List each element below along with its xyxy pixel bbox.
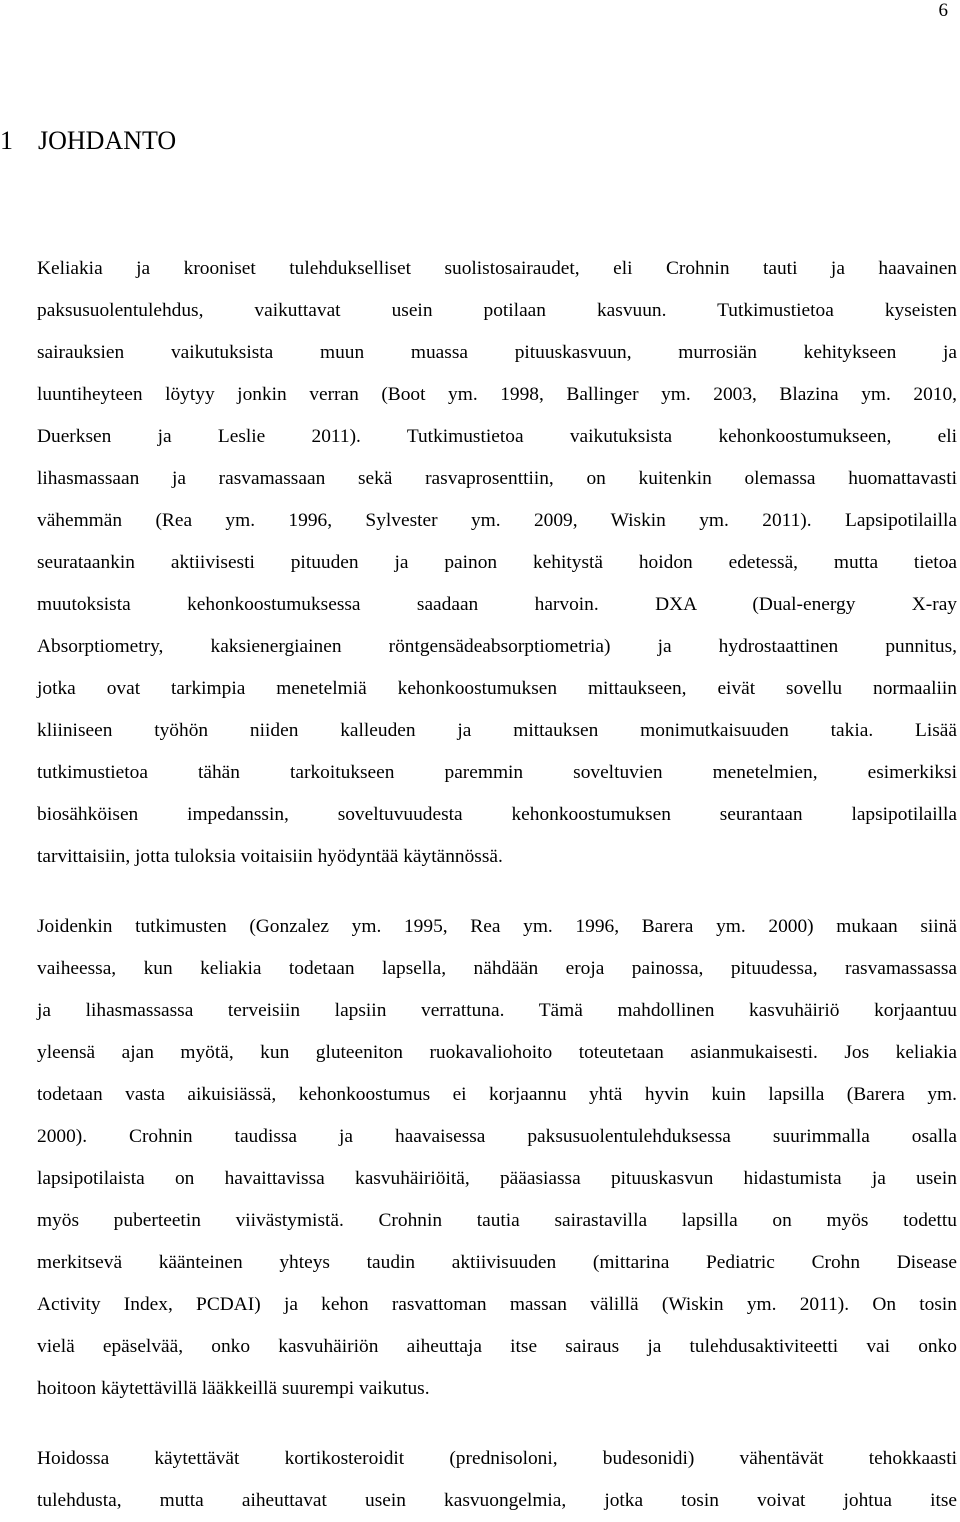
- text-line: seurataankin aktiivisesti pituuden ja painon kehitystä hoidon edetessä, mutta tietoa: [37, 552, 957, 573]
- text-line: sairauksien vaikutuksista muun muassa pituuskasvuun, murrosiän kehitykseen ja: [37, 342, 957, 363]
- text-line: hoitoon käytettävillä lääkkeillä suurempi vaikutus.: [37, 1378, 430, 1399]
- paragraph-2: [37, 906, 957, 1410]
- paragraph-3: [37, 1438, 957, 1522]
- text-line: lapsipotilaista on havaittavissa kasvuhäiriöitä, pääasiassa pituuskasvun hidastumista ja usein: [37, 1168, 957, 1189]
- text-line: Duerksen ja Leslie 2011). Tutkimustietoa vaikutuksista kehonkoostumukseen, eli: [37, 426, 957, 447]
- text-line: todetaan vasta aikuisiässä, kehonkoostumus ei korjaannu yhtä hyvin kuin lapsilla (Barera ym.: [37, 1084, 957, 1105]
- chapter-heading: [0, 124, 176, 158]
- text-line: Hoidossa käytettävät kortikosteroidit (prednisoloni, budesonidi) vähentävät tehokkaasti: [37, 1448, 957, 1469]
- text-line: tulehdusta, mutta aiheuttavat usein kasvuongelmia, jotka tosin voivat johtua itse: [37, 1490, 957, 1511]
- text-line: ja lihasmassassa terveisiin lapsiin verrattuna. Tämä mahdollinen kasvuhäiriö korjaantuu: [37, 1000, 957, 1021]
- text-line: Activity Index, PCDAI) ja kehon rasvattoman massan välillä (Wiskin ym. 2011). On tosin: [37, 1294, 957, 1315]
- text-line: luuntiheyteen löytyy jonkin verran (Boot ym. 1998, Ballinger ym. 2003, Blazina ym. 2010,: [37, 384, 957, 405]
- text-line: Keliakia ja krooniset tulehdukselliset suolistosairaudet, eli Crohnin tauti ja haavainen: [37, 258, 957, 279]
- text-line: merkitsevä käänteinen yhteys taudin aktiivisuuden (mittarina Pediatric Crohn Disease: [37, 1252, 957, 1273]
- text-line: tutkimustietoa tähän tarkoitukseen paremmin soveltuvien menetelmien, esimerkiksi: [37, 762, 957, 783]
- text-line: tarvittaisiin, jotta tuloksia voitaisiin hyödyntää käytännössä.: [37, 846, 503, 867]
- text-line: Absorptiometry, kaksienergiainen röntgensädeabsorptiometria) ja hydrostaattinen punnitus,: [37, 636, 957, 657]
- text-line: muutoksista kehonkoostumuksessa saadaan harvoin. DXA (Dual-energy X-ray: [37, 594, 957, 615]
- text-line: Joidenkin tutkimusten (Gonzalez ym. 1995, Rea ym. 1996, Barera ym. 2000) mukaan siinä: [37, 916, 957, 937]
- text-line: paksusuolentulehdus, vaikuttavat usein potilaan kasvuun. Tutkimustietoa kyseisten: [37, 300, 957, 321]
- text-line: kliiniseen työhön niiden kalleuden ja mittauksen monimutkaisuuden takia. Lisää: [37, 720, 957, 741]
- chapter-title: JOHDANTO: [38, 126, 177, 155]
- text-line: myös puberteetin viivästymistä. Crohnin tautia sairastavilla lapsilla on myös todettu: [37, 1210, 957, 1231]
- page-number: 6: [938, 0, 948, 21]
- text-line: 2000). Crohnin taudissa ja haavaisessa paksusuolentulehduksessa suurimmalla osalla: [37, 1126, 957, 1147]
- text-line: jotka ovat tarkimpia menetelmiä kehonkoostumuksen mittaukseen, eivät sovellu normaaliin: [37, 678, 957, 699]
- text-line: vaiheessa, kun keliakia todetaan lapsella, nähdään eroja painossa, pituudessa, rasvamassassa: [37, 958, 957, 979]
- chapter-number: 1: [0, 126, 13, 155]
- paragraph-1: [37, 248, 957, 878]
- text-line: lihasmassaan ja rasvamassaan sekä rasvaprosenttiin, on kuitenkin olemassa huomattavasti: [37, 468, 957, 489]
- text-line: yleensä ajan myötä, kun gluteeniton ruokavaliohoito toteutetaan asianmukaisesti. Jos keliakia: [37, 1042, 957, 1063]
- text-line: vähemmän (Rea ym. 1996, Sylvester ym. 2009, Wiskin ym. 2011). Lapsipotilailla: [37, 510, 957, 531]
- text-line: vielä epäselvää, onko kasvuhäiriön aiheuttaja itse sairaus ja tulehdusaktiviteetti vai onko: [37, 1336, 957, 1357]
- text-line: biosähköisen impedanssin, soveltuvuudesta kehonkoostumuksen seurantaan lapsipotilailla: [37, 804, 957, 825]
